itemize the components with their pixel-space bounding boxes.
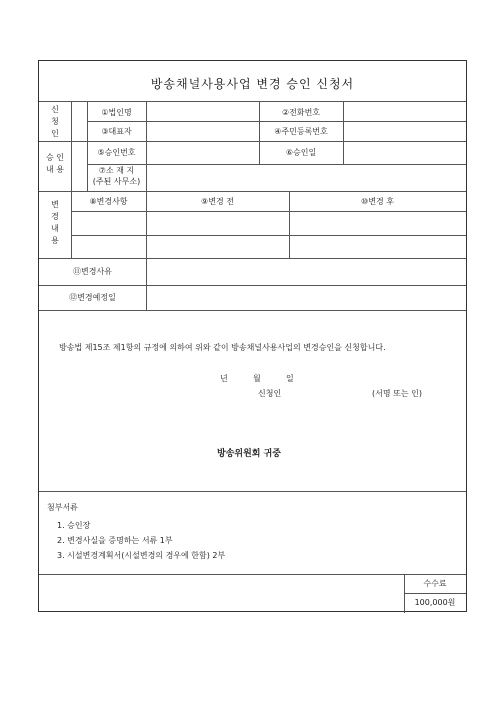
date-year: 년 (220, 374, 228, 383)
divider (39, 258, 466, 259)
divider (87, 121, 466, 122)
change-before-header: ⑨변경 전 (201, 197, 234, 206)
sign-note: (서명 또는 인) (372, 389, 422, 398)
attachments-heading: 첨부서류 (47, 503, 78, 512)
fee-amount: 100,000원 (414, 598, 456, 607)
divider (343, 101, 344, 164)
divider (39, 574, 404, 575)
divider (71, 235, 466, 236)
divider (39, 101, 466, 102)
divider (39, 285, 466, 286)
addressee: 방송위원회 귀중 (217, 449, 281, 459)
corp-name-label: ①법인명 (101, 108, 132, 117)
divider (39, 141, 466, 142)
form-title: 방송채널사용사업 변경 승인 신청서 (150, 77, 355, 91)
reason-label: ⑪변경사유 (73, 267, 112, 276)
divider (39, 491, 466, 492)
divider (146, 101, 147, 191)
change-section-label: 변 경 내 용 (51, 200, 59, 245)
address-sublabel: (주된 사무소) (92, 177, 141, 186)
divider (404, 593, 466, 594)
date-month: 월 (253, 374, 261, 383)
fee-label: 수수료 (423, 579, 447, 588)
planned-date-label: ⑫변경예정일 (69, 293, 116, 302)
representative-label: ③대표자 (101, 127, 132, 136)
approval-no-label: ⑤승인번호 (97, 148, 136, 157)
phone-label: ②전화번호 (281, 108, 321, 117)
applicant-sign-label: 신청인 (258, 389, 282, 398)
divider (71, 101, 72, 258)
attachment-item: 2. 변경사실을 증명하는 서류 1부 (57, 536, 173, 545)
application-statement: 방송법 제15조 제1항의 규정에 의하여 위와 같이 방송채널사용사업의 변경승인을 신청합니다. (59, 343, 386, 352)
divider (71, 211, 466, 212)
divider (146, 258, 147, 310)
approval-section-label: 승 인 내 용 (46, 153, 64, 174)
divider (87, 164, 466, 165)
date-day: 일 (286, 374, 294, 383)
change-item-header: ⑧변경사항 (89, 197, 128, 206)
application-form (38, 60, 467, 612)
divider (39, 310, 466, 311)
address-label: ⑦소 재 지 (98, 166, 135, 175)
divider (404, 574, 466, 575)
change-after-header: ⑩변경 후 (361, 197, 394, 206)
applicant-section-label: 신 청 인 (51, 105, 59, 138)
approval-date-label: ⑥승인일 (285, 148, 317, 157)
attachment-item: 1. 승인장 (57, 521, 91, 530)
attachment-item: 3. 시설변경계획서(시설변경의 경우에 한함) 2부 (57, 551, 226, 560)
divider (39, 191, 466, 192)
resident-no-label: ④주민등록번호 (274, 127, 328, 136)
